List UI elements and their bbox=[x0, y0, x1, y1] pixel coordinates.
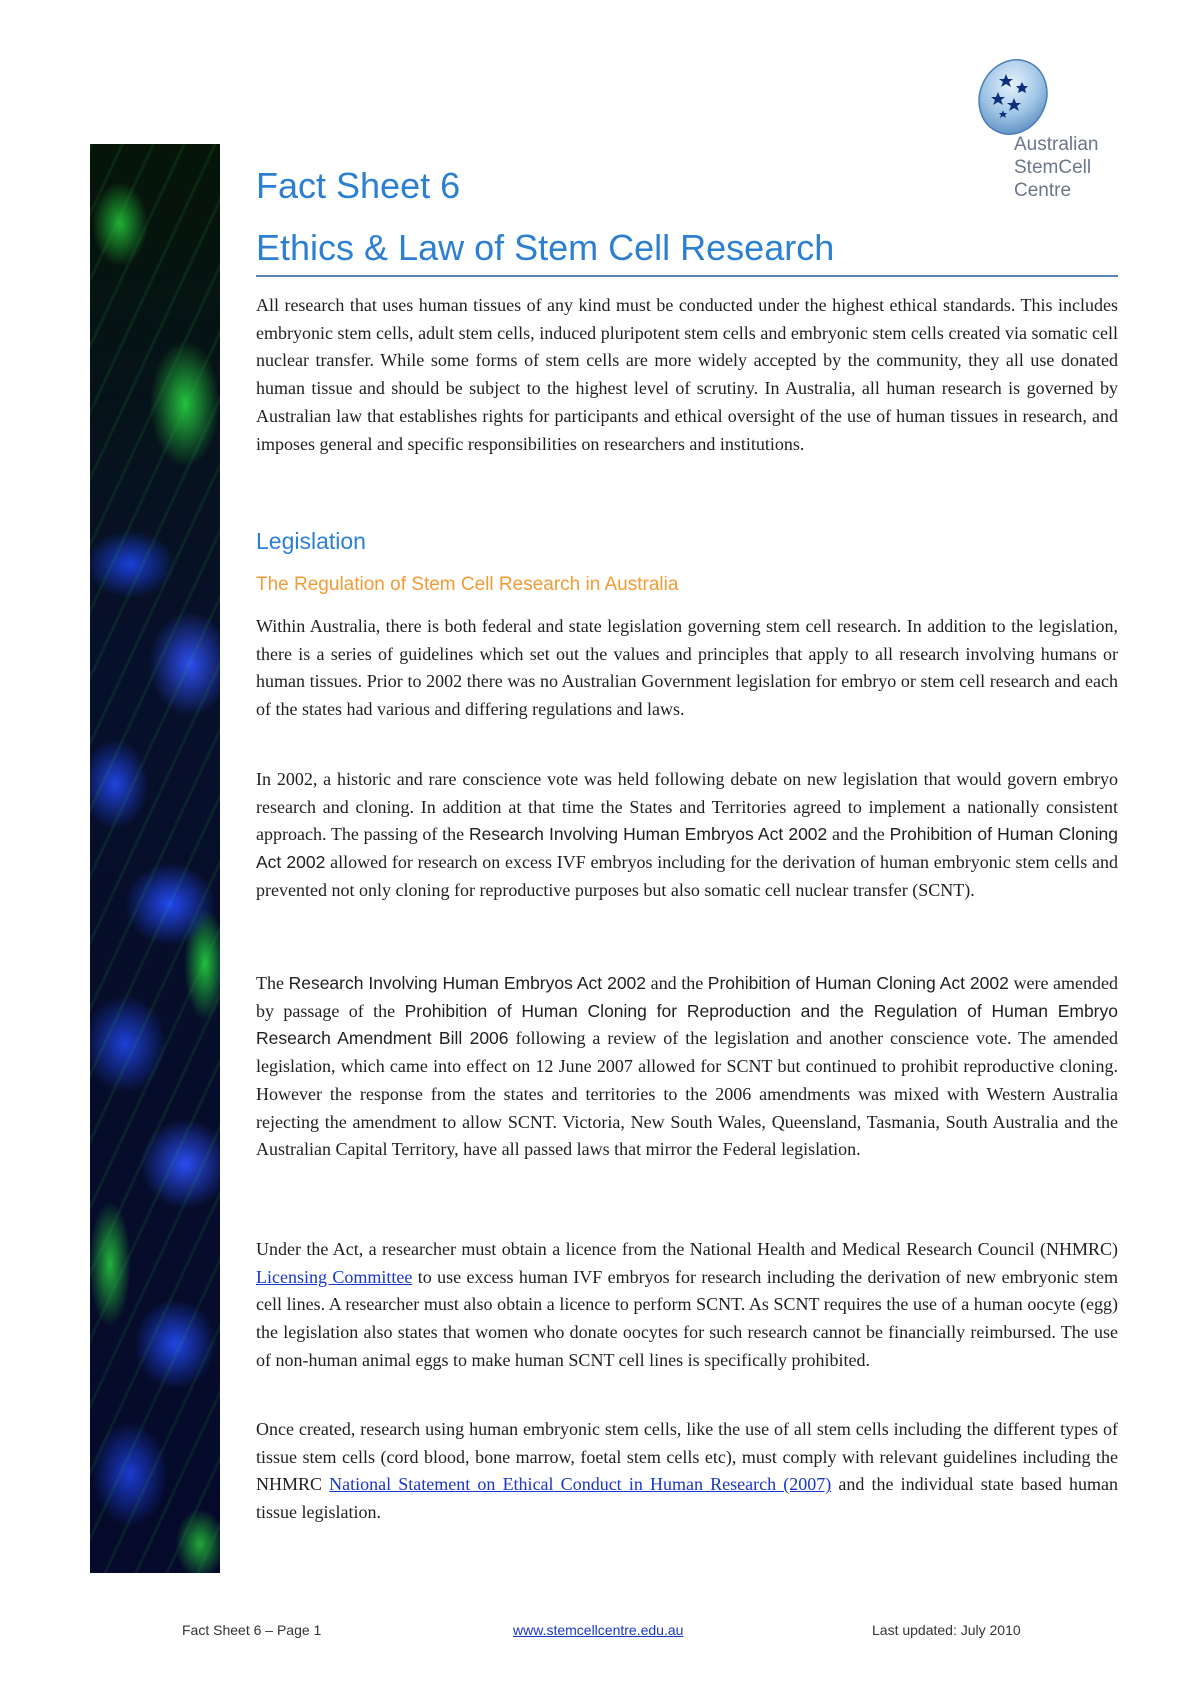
logo bbox=[970, 56, 1120, 206]
text: were amended by passage of the bbox=[256, 973, 1119, 1021]
act-name: Research Involving Human Embryos Act 2002 bbox=[468, 824, 828, 845]
microscopy-image-strip bbox=[90, 144, 220, 1573]
section-heading-legislation: Legislation bbox=[256, 528, 366, 554]
intro-paragraph: All research that uses human tissues of any kind must be conducted under the highest ethical standards. This includes embryonic stem cells, adult stem cells, induced pluripotent stem cells and embryonic stem cells created via somatic cell nuclear transfer. While some forms of stem cells are more widely accepted by the community, they all use donated human tissue and should be subject to the highest level of scrutiny. In Australia, all human research is governed by Australian law that establishes rights for participants and ethical oversight of the use of human tissues in research, and imposes general and specific responsibilities on researchers and institutions. bbox=[256, 295, 1118, 454]
logo-line-1: Australian bbox=[1014, 134, 1099, 155]
page-title-fact-sheet: Fact Sheet 6 bbox=[256, 165, 461, 206]
footer-page-number: Fact Sheet 6 – Page 1 bbox=[182, 1622, 322, 1638]
act-name: Prohibition of Human Cloning Act 2002 bbox=[256, 824, 1119, 873]
national-statement-link[interactable]: National Statement on Ethical Conduct in Human Research (2007) bbox=[329, 1474, 832, 1495]
text: and the individual state based human tissue legislation. bbox=[256, 1474, 1118, 1523]
stem-cell-logo-icon bbox=[976, 56, 1050, 138]
page-title-topic: Ethics & Law of Stem Cell Research bbox=[256, 227, 835, 268]
licensing-committee-link[interactable]: Licensing Committee bbox=[256, 1266, 413, 1287]
text: allowed for research on excess IVF embryos including for the derivation of human embryonic stem cells and prevented not only cloning for reproductive purposes but also somatic cell nuclear transfer (SCNT). bbox=[256, 852, 1119, 900]
paragraph-licence bbox=[256, 1236, 1118, 1375]
text: The bbox=[256, 973, 289, 993]
text: to use excess human IVF embryos for research including the derivation of new embryonic stem cell lines. A researcher must also obtain a licence to perform SCNT. As SCNT requires the use of a human oocyte (egg) the legislation also states that women who donate oocytes for such research cannot be financially reimbursed. The use of non-human animal eggs to make human SCNT cell lines is specifically prohibited. bbox=[256, 1266, 1118, 1370]
text: and the bbox=[646, 973, 708, 993]
section-subheading: The Regulation of Stem Cell Research in Australia bbox=[256, 574, 679, 595]
text: and the bbox=[827, 824, 890, 845]
paragraph-guidelines bbox=[256, 1416, 1118, 1527]
logo-line-2: StemCell bbox=[1014, 157, 1092, 178]
paragraph-2002-vote bbox=[256, 766, 1118, 905]
text: Once created, research using human embryonic stem cells, like the use of all stem cells including the different types of tissue stem cells (cord blood, bone marrow, foetal stem cells etc), must comply with relevant guidelines including the NHMRC bbox=[256, 1419, 1118, 1495]
footer-website-link[interactable]: www.stemcellcentre.edu.au bbox=[513, 1622, 684, 1638]
text: following a review of the legislation and another conscience vote. The amended legislation, which came into effect on 12 June 2007 allowed for SCNT but continued to prohibit reproductive cloning. However the response from the states and territories to the 2006 amendments was mixed with Western Australia rejecting the amendment to allow SCNT. Victoria, New South Wales, Queensland, Tasmania, South Australia and the Australian Capital Territory, have all passed laws that mirror the Federal legislation. bbox=[256, 1028, 1118, 1160]
paragraph-amendments bbox=[256, 970, 1118, 1164]
logo-wordmark bbox=[1014, 133, 1124, 202]
act-name: Research Involving Human Embryos Act 2002 bbox=[288, 973, 647, 993]
logo-line-3: Centre bbox=[1014, 180, 1072, 201]
act-name: Prohibition of Human Cloning Act 2002 bbox=[707, 973, 1009, 993]
act-name: Prohibition of Human Cloning for Reproduction and the Regulation of Human Embryo Research Amendment Bill 2006 bbox=[256, 1000, 1118, 1049]
title-divider bbox=[256, 275, 1118, 277]
footer-last-updated: Last updated: July 2010 bbox=[872, 1622, 1021, 1638]
paragraph-federal-state: Within Australia, there is both federal and state legislation governing stem cell research. In addition to the legislation, there is a series of guidelines which set out the values and principles that apply to all research involving humans or human tissues. Prior to 2002 there was no Australian Government legislation for embryo or stem cell research and each of the states had various and differing regulations and laws. bbox=[256, 616, 1118, 720]
text: Under the Act, a researcher must obtain a licence from the National Health and Medical Research Council (NHMRC) bbox=[256, 1239, 1118, 1259]
text: In 2002, a historic and rare conscience vote was held following debate on new legislation that would govern embryo research and cloning. In addition at that time the States and Territories agreed to implement a nationally consistent approach. The passing of the bbox=[256, 769, 1118, 845]
